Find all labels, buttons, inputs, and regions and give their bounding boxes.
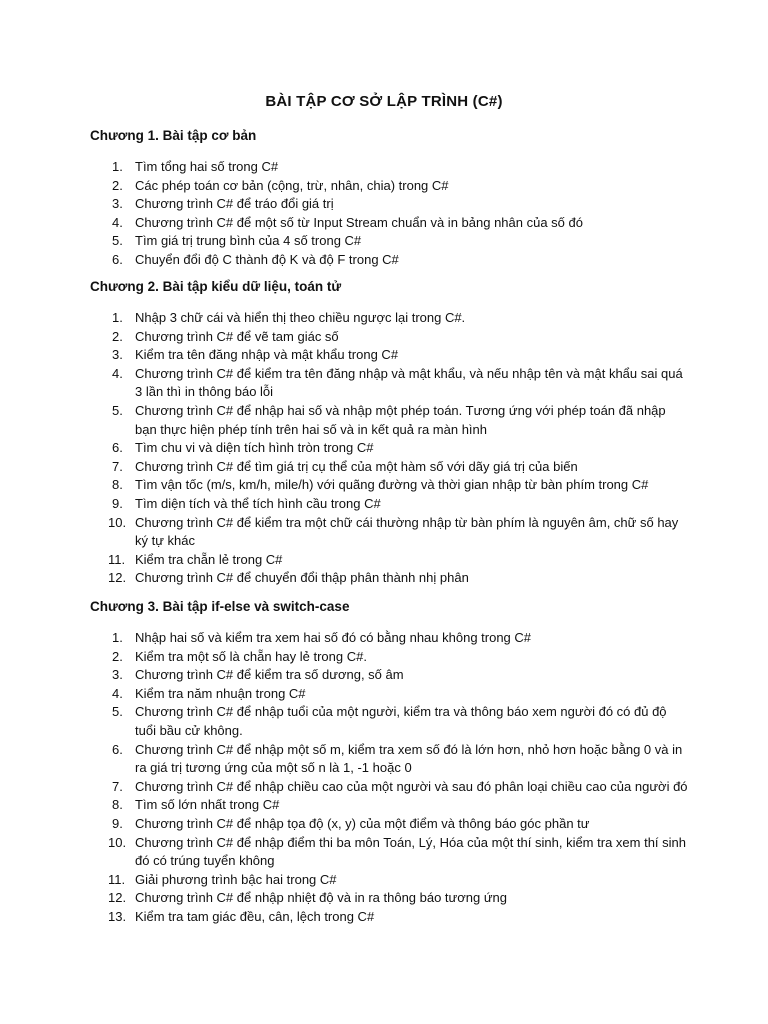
item-text: Chương trình C# để chuyển đổi thập phân thành nhị phân — [135, 570, 469, 586]
item-text: Kiểm tra một số là chẵn hay lẻ trong C#. — [135, 648, 367, 664]
item-number: 5. — [112, 233, 123, 249]
list-item — [90, 458, 690, 477]
list-item — [90, 551, 690, 570]
item-number: 2. — [112, 328, 123, 344]
item-text: Chương trình C# để một số từ Input Stream chuẩn và in bảng nhân của số đó — [135, 214, 583, 230]
item-number: 8. — [112, 797, 123, 813]
exercise-list — [90, 309, 690, 588]
item-number: 5. — [112, 402, 123, 418]
item-text: Các phép toán cơ bản (cộng, trừ, nhân, chia) trong C# — [135, 177, 449, 193]
item-number: 6. — [112, 741, 123, 757]
list-item — [90, 309, 690, 328]
list-item — [90, 346, 690, 365]
item-number: 2. — [112, 648, 123, 664]
list-item — [90, 514, 690, 551]
item-number: 3. — [112, 667, 123, 683]
chapter-heading: Chương 2. Bài tập kiểu dữ liệu, toán tử — [90, 279, 342, 294]
list-item — [90, 908, 690, 927]
item-text: Tìm giá trị trung bình của 4 số trong C# — [135, 233, 362, 249]
list-item — [90, 495, 690, 514]
item-number: 5. — [112, 704, 123, 720]
list-item — [90, 569, 690, 588]
item-text: Chương trình C# để nhập hai số và nhập một phép toán. Tương ứng với phép toán đã nhập bạn thực hiện phép tính trên hai số và in kết quả ra màn hình — [135, 402, 666, 437]
item-number: 6. — [112, 251, 123, 267]
item-text: Tìm tổng hai số trong C# — [135, 159, 279, 174]
list-item — [90, 476, 690, 495]
item-text: Kiểm tra năm nhuận trong C# — [135, 685, 306, 701]
item-number: 4. — [112, 685, 123, 701]
item-number: 6. — [112, 440, 123, 456]
item-text: Tìm số lớn nhất trong C# — [135, 797, 280, 813]
item-number: 10. — [108, 514, 127, 530]
list-item — [90, 365, 690, 402]
item-text: Chương trình C# để nhập tọa độ (x, y) của một điểm và thông báo góc phần tư — [135, 815, 590, 831]
item-number: 4. — [112, 214, 123, 230]
item-text: Chương trình C# để kiểm tra một chữ cái thường nhập từ bàn phím là nguyên âm, chữ số hay ký tự khác — [135, 514, 679, 549]
item-text: Chuyển đổi độ C thành độ K và độ F trong C# — [135, 251, 399, 267]
item-text: Chương trình C# để nhập điểm thi ba môn Toán, Lý, Hóa của một thí sinh, kiểm tra xem thí sinh đó có trúng tuyển không — [135, 834, 686, 869]
item-number: 9. — [112, 495, 123, 511]
item-text: Tìm chu vi và diện tích hình tròn trong C# — [135, 440, 374, 456]
chapter-1 — [90, 126, 690, 270]
item-number: 1. — [112, 159, 123, 174]
list-item — [90, 177, 690, 196]
item-number: 3. — [112, 347, 123, 363]
item-number: 3. — [112, 196, 123, 212]
list-item — [90, 402, 690, 439]
list-item — [90, 629, 690, 648]
list-item — [90, 685, 690, 704]
list-item — [90, 741, 690, 778]
list-item — [90, 439, 690, 458]
list-item — [90, 251, 690, 270]
item-text: Chương trình C# để kiểm tra số dương, số âm — [135, 667, 404, 683]
item-text: Nhập 3 chữ cái và hiển thị theo chiều ngược lại trong C#. — [135, 310, 466, 325]
item-number: 13. — [108, 908, 127, 924]
list-item — [90, 778, 690, 797]
list-item — [90, 815, 690, 834]
item-text: Kiểm tra tam giác đều, cân, lệch trong C# — [135, 908, 375, 924]
item-text: Kiểm tra tên đăng nhập và mật khẩu trong C# — [135, 347, 399, 363]
item-text: Nhập hai số và kiểm tra xem hai số đó có bằng nhau không trong C# — [135, 630, 532, 645]
list-item — [90, 703, 690, 740]
item-text: Tìm vận tốc (m/s, km/h, mile/h) với quãng đường và thời gian nhập từ bàn phím trong C# — [135, 477, 649, 493]
list-item — [90, 328, 690, 347]
item-number: 1. — [112, 310, 123, 325]
item-text: Kiểm tra chẵn lẻ trong C# — [135, 551, 283, 567]
item-number: 12. — [108, 890, 127, 906]
list-item — [90, 214, 690, 233]
item-text: Chương trình C# để nhập một số m, kiểm tra xem số đó là lớn hơn, nhỏ hơn hoặc bằng 0 và in ra giá trị tương ứng của một số n là 1, -1 hoặc 0 — [135, 741, 683, 776]
document-title: BÀI TẬP CƠ SỞ LẬP TRÌNH (C#) — [265, 93, 503, 110]
list-item — [90, 158, 690, 177]
item-text: Chương trình C# để nhập nhiệt độ và in ra thông báo tương ứng — [135, 890, 508, 906]
item-number: 7. — [112, 458, 123, 474]
exercise-list — [90, 158, 690, 270]
item-text: Chương trình C# để kiểm tra tên đăng nhập và mật khẩu, và nếu nhập tên và mật khẩu sai quá 3 lần thì in thông báo lỗi — [135, 365, 683, 400]
item-number: 8. — [112, 477, 123, 493]
list-item — [90, 889, 690, 908]
item-number: 10. — [108, 834, 127, 850]
chapter-heading: Chương 3. Bài tập if-else và switch-case — [90, 599, 350, 614]
list-item — [90, 796, 690, 815]
chapter-3 — [90, 597, 690, 927]
chapter-heading: Chương 1. Bài tập cơ bản — [90, 128, 257, 143]
item-text: Chương trình C# để vẽ tam giác số — [135, 328, 339, 344]
item-text: Tìm diện tích và thể tích hình cầu trong C# — [135, 495, 381, 511]
item-text: Chương trình C# để tráo đổi giá trị — [135, 196, 334, 212]
item-number: 9. — [112, 815, 123, 831]
item-number: 11. — [108, 871, 126, 887]
item-number: 12. — [108, 570, 127, 586]
list-item — [90, 871, 690, 890]
item-number: 4. — [112, 365, 123, 381]
item-text: Chương trình C# để nhập chiều cao của một người và sau đó phân loại chiều cao của người đó — [135, 778, 688, 794]
list-item — [90, 666, 690, 685]
list-item — [90, 834, 690, 871]
item-number: 7. — [112, 778, 123, 794]
chapter-2 — [90, 277, 690, 588]
list-item — [90, 195, 690, 214]
list-item — [90, 232, 690, 251]
item-number: 2. — [112, 177, 123, 193]
list-item — [90, 648, 690, 667]
exercise-list — [90, 629, 690, 927]
item-text: Chương trình C# để nhập tuổi của một người, kiểm tra và thông báo xem người đó có đủ độ tuổi bầu cử không. — [135, 704, 667, 738]
item-text: Giải phương trình bậc hai trong C# — [135, 871, 337, 887]
item-number: 1. — [112, 630, 123, 645]
item-number: 11. — [108, 551, 126, 567]
item-text: Chương trình C# để tìm giá trị cụ thể của một hàm số với dãy giá trị của biến — [135, 458, 578, 474]
